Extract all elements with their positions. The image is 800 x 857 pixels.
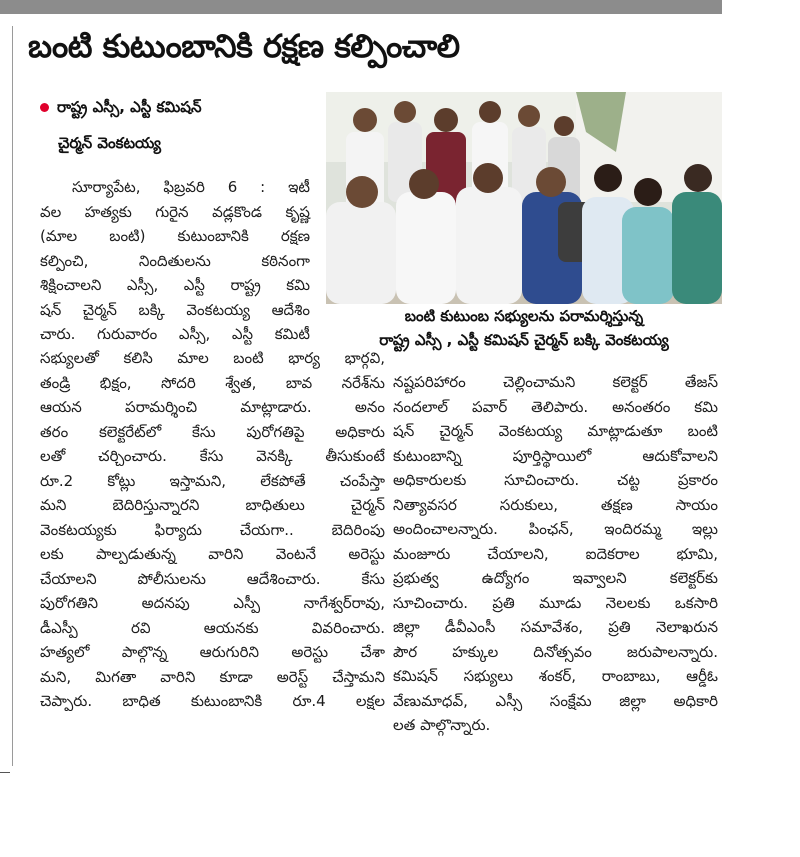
text-line: తండ్రి భిక్షం, సోదరి శ్వేత, బావ నరేశ్‌ను — [40, 373, 385, 392]
text-line: మని, మిగతా వారిని కూడా అరెస్ట్ చేస్తామని — [40, 667, 385, 686]
text-line: కల్పించి, నిందితులను కఠినంగా — [40, 251, 310, 270]
top-bar — [0, 0, 722, 14]
subhead-1-text: రాష్ట్ర ఎస్సీ, ఎస్టీ కమిషన్ — [57, 98, 202, 116]
text-line: నష్టపరిహారం చెల్లించామని కలెక్టర్ తేజస్ — [393, 373, 718, 391]
red-bullet-icon — [40, 103, 49, 112]
text-line: వల హత్యకు గురైన వడ్లకొండ కృష్ణ — [40, 202, 310, 221]
text-line: ఆయన పరామర్శించి మాట్లాడారు. అనం — [40, 398, 385, 416]
text-line: చేయాలని పోలీసులను ఆదేశించారు. కేసు — [40, 569, 385, 588]
article-column-narrow — [40, 175, 310, 347]
text-line: మని బెదిరిస్తున్నారని బాధితులు చైర్మన్ — [40, 496, 385, 514]
article-column-left — [40, 346, 385, 714]
text-line: షన్ చైర్మన్ వెంకటయ్య మాట్లాడుతూ బంటి — [393, 422, 718, 440]
text-line: వేణుమాధవ్, ఎస్సీ సంక్షేమ జిల్లా అధికారి — [393, 691, 718, 710]
text-line: పురోగతిని అదనపు ఎస్పీ నాగేశ్వర్‌రావు, — [40, 594, 385, 612]
text-line: (మాల బంటి) కుటుంబానికి రక్షణ — [40, 227, 310, 245]
text-line: సభ్యులతో కలిసి మాల బంటి భార్య భార్గవి, — [40, 349, 385, 367]
text-line: ప్రభుత్వ ఉద్యోగం ఇవ్వాలని కలెక్టర్‌కు — [393, 569, 718, 587]
text-line: పౌర హక్కుల దినోత్సవం జరుపాలన్నారు. — [393, 642, 718, 661]
text-line: నందలాల్ పవార్ తెలిపారు. అనంతరం కమి — [393, 397, 718, 416]
text-line: సూచించారు. ప్రతి మూడు నెలలకు ఒకసారి — [393, 593, 718, 612]
subhead-1 — [40, 96, 201, 118]
text-line: చెప్పారు. బాధిత కుటుంబానికి రూ.4 లక్షల — [40, 692, 385, 710]
text-line: మంజూరు చేయాలని, ఐదెకరాల భూమి, — [393, 544, 718, 563]
text-line: డీఎస్పీ రవి ఆయనకు వివరించారు. — [40, 618, 385, 637]
text-line: హత్యలో పాల్గొన్న ఆరుగురిని అరెస్టు చేశా — [40, 643, 385, 661]
caption-line-1: బంటి కుటుంబ సభ్యులను పరామర్శిస్తున్న — [404, 307, 644, 325]
text-line: నిత్యావసర సరుకులు, తక్షణ సాయం — [393, 495, 718, 514]
text-line: కమిషన్ సభ్యులు శంకర్, రాంబాబు, ఆర్డీఓ — [393, 667, 718, 685]
text-line: చారు. గురువారం ఎస్సీ, ఎస్టీ కమిటీ — [40, 325, 310, 343]
text-line: లతో చర్చించారు. కేసు వెనక్కి తీసుకుంటే — [40, 447, 385, 465]
text-line: సూర్యాపేట, ఫిబ్రవరి 6 : ఇటీ — [72, 178, 310, 196]
photo-illustration — [326, 92, 722, 304]
left-column-rule — [12, 26, 13, 766]
group-meeting-photo — [326, 92, 722, 304]
edge-marker — [0, 772, 10, 773]
photo-caption — [326, 304, 722, 352]
text-line: అధికారులకు సూచించారు. చట్ట ప్రకారం — [393, 471, 718, 489]
article-column-right — [393, 370, 718, 738]
subhead-2: చైర్మన్ వెంకటయ్య — [58, 134, 162, 152]
text-line: కుటుంబాన్ని పూర్తిస్థాయిలో ఆదుకోవాలని — [393, 446, 718, 465]
text-line: రూ.2 కోట్లు ఇస్తామని, లేకపోతే చంపేస్తా — [40, 471, 385, 490]
text-line: లత పాల్గొన్నారు. — [393, 716, 491, 734]
text-line: శిక్షించాలని ఎస్సీ, ఎస్టీ రాష్ట్ర కమి — [40, 276, 310, 294]
text-line: అందించాలన్నారు. పింఛన్, ఇందిరమ్మ ఇల్లు — [393, 520, 718, 538]
text-line: వెంకటయ్యకు ఫిర్యాదు చేయగా.. బెదిరింపు — [40, 520, 385, 539]
text-line: లకు పాల్పడుతున్న వారిని వెంటనే అరెస్టు — [40, 545, 385, 563]
text-line: షన్ చైర్మన్ బక్కి వెంకటయ్య ఆదేశిం — [40, 300, 310, 319]
headline: బంటి కుటుంబానికి రక్షణ కల్పించాలి — [28, 27, 460, 65]
caption-line-2: రాష్ట్ర ఎస్సీ , ఎస్టీ కమిషన్ చైర్మన్ బక్కి వెంకటయ్య — [379, 331, 669, 349]
text-line: జిల్లా డీవీఎంసీ సమావేశం, ప్రతి నెలాఖరున — [393, 618, 718, 636]
text-line: తరం కలెక్టరేట్‌లో కేసు పురోగతిపై అధికారు — [40, 422, 385, 441]
